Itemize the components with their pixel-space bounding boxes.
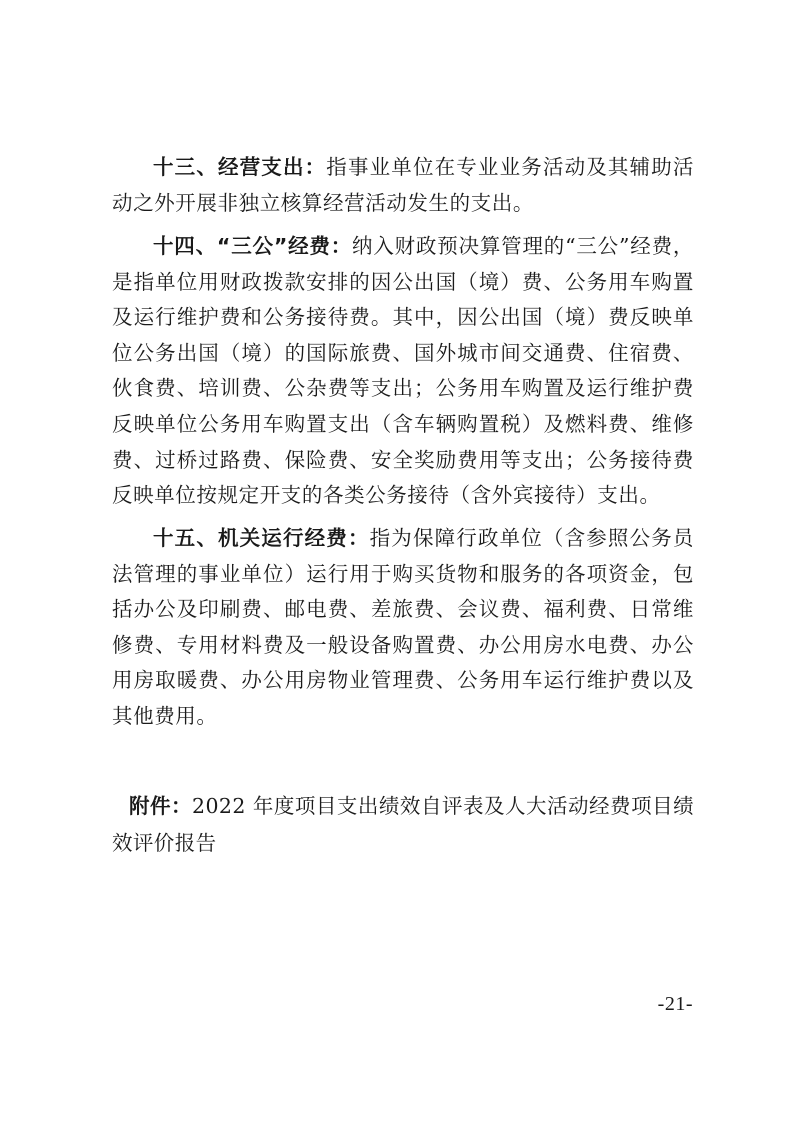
definition-paragraph-14 bbox=[112, 229, 694, 514]
page-number: -21- bbox=[657, 993, 693, 1015]
attachment-label: 附件： bbox=[129, 794, 193, 818]
attachment-paragraph bbox=[112, 788, 694, 862]
attachment-text: 2022 年度项目支出绩效自评表及人大活动经费项目绩效评价报告 bbox=[112, 794, 694, 855]
definition-text-15: 指为保障行政单位（含参照公务员法管理的事业单位）运行用于购买货物和服务的各项资金，包括办公及印刷费、邮电费、差旅费、会议费、福利费、日常维修费、专用材料费及一般设备购置费、办公用房水电费、办公用房取暖费、办公用房物业管理费、公务用车运行维护费以及其他费用。 bbox=[112, 526, 694, 728]
definition-term-14: 十四、“三公”经费： bbox=[153, 234, 353, 258]
definition-text-13: 指事业单位在专业业务活动及其辅助活动之外开展非独立核算经营活动发生的支出。 bbox=[112, 155, 694, 215]
definition-term-15: 十五、机关运行经费： bbox=[153, 526, 370, 550]
definition-paragraph-15 bbox=[112, 521, 694, 735]
definition-text-14: 纳入财政预决算管理的“三公”经费，是指单位用财政拨款安排的因公出国（境）费、公务用车购置及运行维护费和公务接待费。其中，因公出国（境）费反映单位公务出国（境）的国际旅费、国外城市间交通费、住宿费、伙食费、培训费、公杂费等支出；公务用车购置及运行维护费反映单位公务用车购置支出（含车辆购置税）及燃料费、维修费、过桥过路费、保险费、安全奖励费用等支出；公务接待费反映单位按规定开支的各类公务接待（含外宾接待）支出。 bbox=[112, 234, 694, 508]
definition-term-13: 十三、经营支出： bbox=[153, 155, 327, 179]
definition-paragraph-13 bbox=[112, 150, 694, 221]
